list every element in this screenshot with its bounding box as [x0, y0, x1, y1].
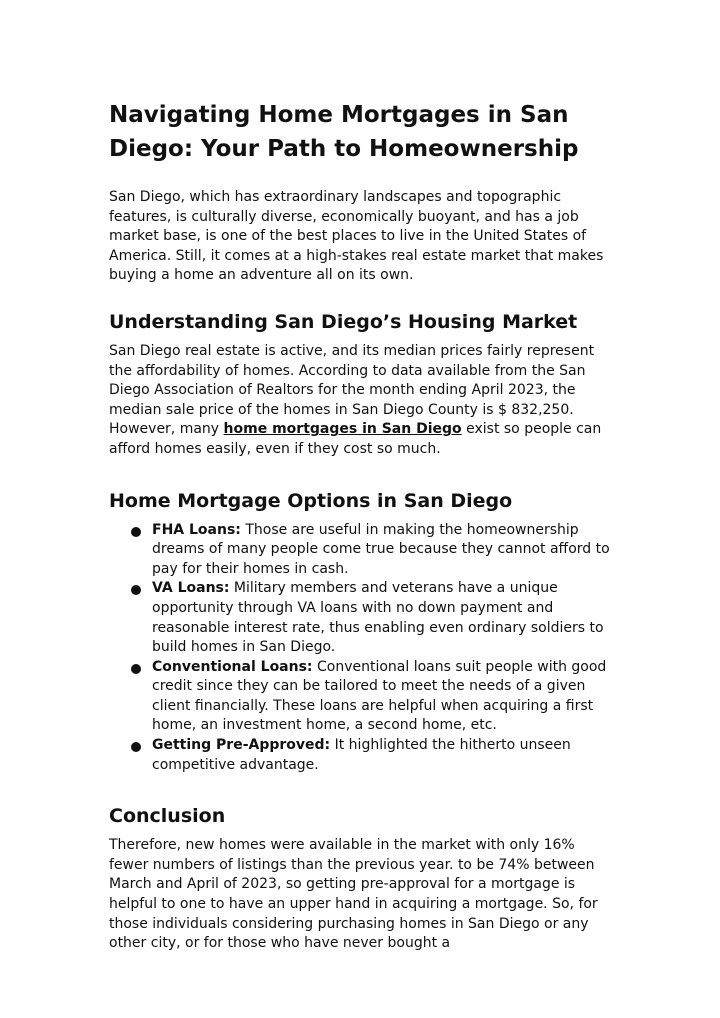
- intro-paragraph: San Diego, which has extraordinary landscapes and topographic features, is culturally diverse, economically buoyant, and has a job market base, is one of the best places to live in the United States of America. Still, it comes at a high-stakes real estate market that makes buying a home an adventure all on its own.: [109, 189, 604, 284]
- option-text: Those are useful in making the homeownership dreams of many people come true because they cannot afford to pay for their homes in cash.: [152, 521, 610, 577]
- housing-market-text-after-link: exist so people can afford homes easily, even if they cost so much.: [109, 421, 602, 457]
- option-label: FHA Loans:: [152, 521, 241, 538]
- bullet-icon: [131, 585, 141, 595]
- housing-market-heading: Understanding San Diego’s Housing Market: [109, 310, 578, 333]
- option-label: Getting Pre-Approved:: [152, 737, 331, 754]
- mortgage-options-list: [109, 521, 614, 776]
- housing-market-section: [109, 309, 614, 460]
- conclusion-section: [109, 803, 614, 954]
- housing-market-paragraph: [109, 342, 614, 460]
- housing-market-text-before-link: San Diego real estate is active, and its median prices fairly represent the affordability of homes. According to data available from the San Diego Association of Realtors for the month ending April 2023, the median sale price of the homes in San Diego County is $ 832,250. However, many: [109, 342, 595, 438]
- bullet-icon: [131, 742, 141, 752]
- mortgage-options-section: [109, 488, 614, 776]
- home-mortgages-link[interactable]: home mortgages in San Diego: [223, 421, 462, 438]
- list-item: [109, 736, 614, 775]
- option-text: Military members and veterans have a unique opportunity through VA loans with no down payment and reasonable interest rate, thus enabling even ordinary soldiers to build homes in San Diego.: [152, 580, 604, 656]
- bullet-icon: [131, 664, 141, 674]
- mortgage-options-heading: Home Mortgage Options in San Diego: [109, 489, 513, 512]
- option-text: Conventional loans suit people with good credit since they can be tailored to meet the needs of a given client financially. These loans are helpful when acquiring a first home, an investment home, a second home, etc.: [152, 658, 607, 734]
- bullet-icon: [131, 527, 141, 537]
- list-item: [109, 658, 614, 736]
- conclusion-paragraph: Therefore, new homes were available in the market with only 16% fewer numbers of listings than the previous year. to be 74% between March and April of 2023, so getting pre-approval for a mortgage is helpful to one to have an upper hand in acquiring a mortgage. So, for those individuals considering purchasing homes in San Diego or any other city, or for those who have never bought a: [109, 837, 598, 952]
- article: [109, 98, 614, 954]
- list-item: [109, 521, 614, 580]
- option-text: It highlighted the hitherto unseen competitive advantage.: [152, 737, 571, 773]
- list-item: [109, 579, 614, 657]
- option-label: VA Loans:: [152, 580, 230, 597]
- conclusion-heading: Conclusion: [109, 805, 226, 828]
- page-title: Navigating Home Mortgages in San Diego: Your Path to Homeownership: [109, 102, 579, 162]
- option-label: Conventional Loans:: [152, 658, 313, 675]
